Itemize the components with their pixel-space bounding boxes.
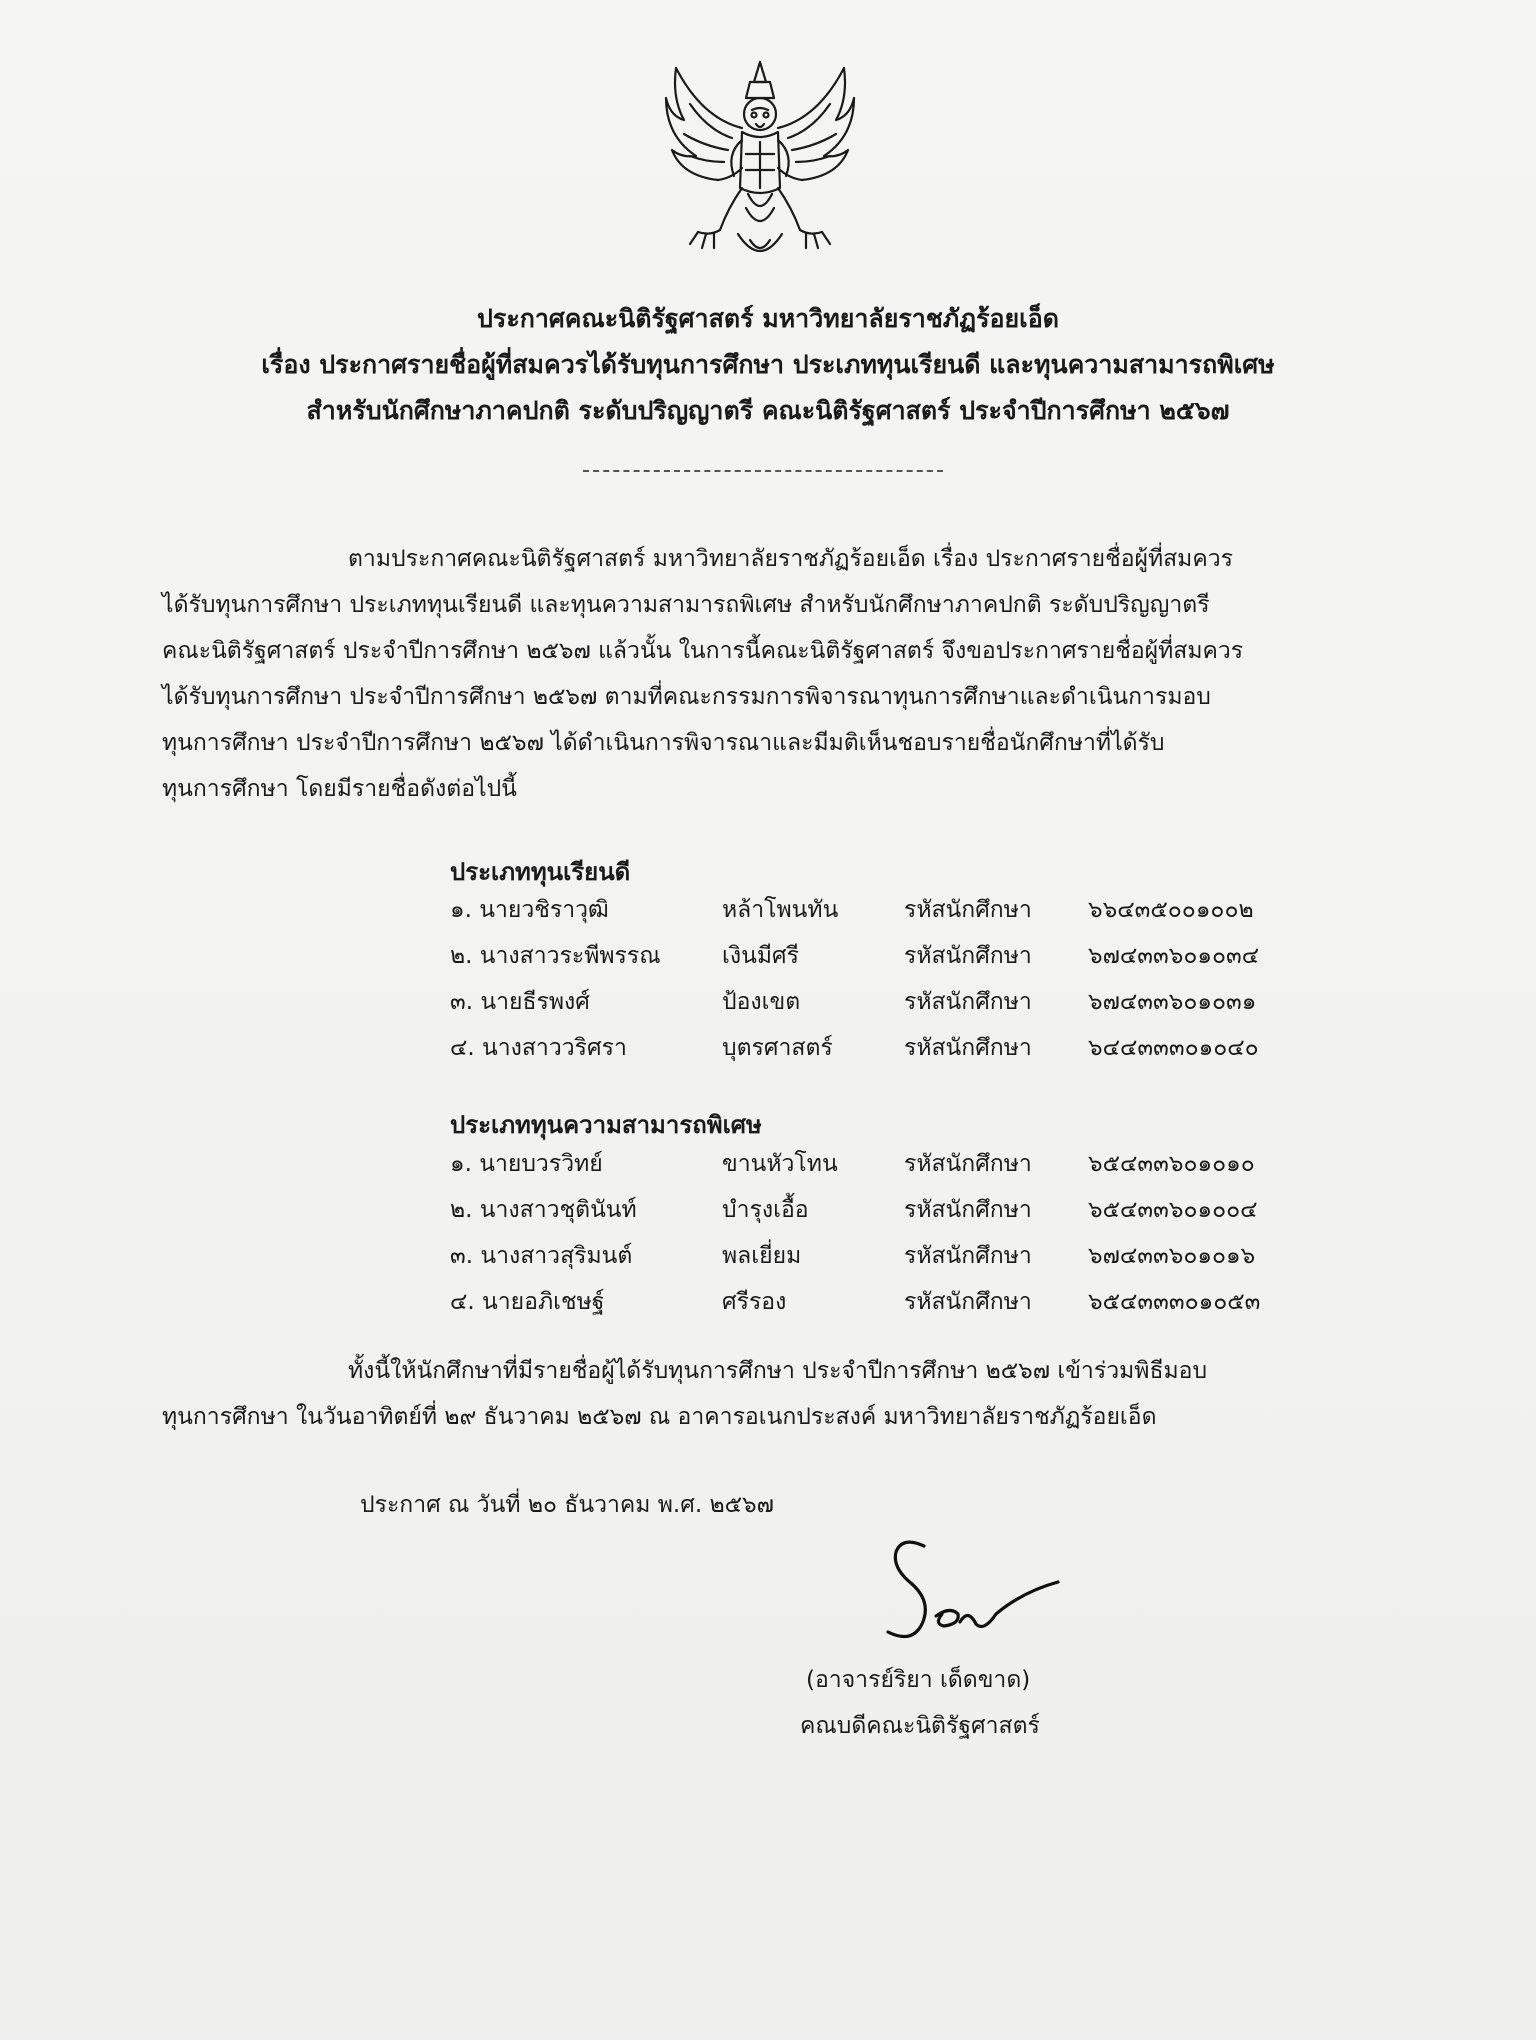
- student-surname: เงินมีศรี: [722, 943, 799, 969]
- paragraph-line: ทุนการศึกษา ประจำปีการศึกษา ๒๕๖๗ ได้ดำเนินการพิจารณาและมีมติเห็นชอบรายชื่อนักศึกษาที่ได้รับ: [162, 730, 1165, 756]
- student-id: ๖๗๔๓๓๖๐๑๐๑๖: [1088, 1243, 1256, 1269]
- student-surname: บุตรศาสตร์: [722, 1035, 833, 1061]
- student-id: ๖๕๔๓๓๖๐๑๐๐๔: [1088, 1197, 1258, 1223]
- student-name: ๑. นายวชิราวุฒิ: [450, 897, 609, 923]
- list-item: [450, 1146, 1310, 1190]
- student-surname: บำรุงเอื้อ: [722, 1197, 809, 1223]
- body-paragraph-intro: [162, 536, 1358, 812]
- announcement-subject-continued: สำหรับนักศึกษาภาคปกติ ระดับปริญญาตรี คณะนิติรัฐศาสตร์ ประจำปีการศึกษา ๒๕๖๗: [306, 396, 1230, 425]
- student-id-label: รหัสนักศึกษา: [904, 897, 1032, 923]
- student-id: ๖๔๔๓๓๓๐๑๐๔๐: [1088, 1035, 1259, 1061]
- list-item: [450, 1284, 1310, 1328]
- list-item: [450, 1030, 1310, 1074]
- student-id-label: รหัสนักศึกษา: [904, 1151, 1032, 1177]
- student-id-label: รหัสนักศึกษา: [904, 1243, 1032, 1269]
- paragraph-line: ได้รับทุนการศึกษา ประจำปีการศึกษา ๒๕๖๗ ตามที่คณะกรรมการพิจารณาทุนการศึกษาและดำเนินการมอบ: [162, 684, 1211, 710]
- list-item: [450, 1238, 1310, 1282]
- student-id-label: รหัสนักศึกษา: [904, 1289, 1032, 1315]
- student-name: ๔. นายอภิเชษฐ์: [450, 1289, 605, 1315]
- list-item: [450, 984, 1310, 1028]
- announcement-subject: เรื่อง ประกาศรายชื่อผู้ที่สมควรได้รับทุนการศึกษา ประเภททุนเรียนดี และทุนความสามารถพิเศษ: [261, 350, 1275, 379]
- student-surname: ขานหัวโทน: [722, 1151, 838, 1177]
- list-item: [450, 938, 1310, 982]
- divider: [583, 470, 943, 472]
- paragraph-line: ตามประกาศคณะนิติรัฐศาสตร์ มหาวิทยาลัยราชภัฏร้อยเอ็ด เรื่อง ประกาศรายชื่อผู้ที่สมควร: [348, 546, 1233, 572]
- student-id-label: รหัสนักศึกษา: [904, 989, 1032, 1015]
- paragraph-line: ทั้งนี้ให้นักศึกษาที่มีรายชื่อผู้ได้รับทุนการศึกษา ประจำปีการศึกษา ๒๕๖๗ เข้าร่วมพิธีมอบ: [348, 1358, 1208, 1384]
- section-title-academic-scholarship: ประเภททุนเรียนดี: [450, 858, 631, 886]
- student-name: ๓. นางสาวสุริมนต์: [450, 1243, 633, 1269]
- paragraph-line: ทุนการศึกษา ในวันอาทิตย์ที่ ๒๙ ธันวาคม ๒๕๖๗ ณ อาคารอเนกประสงค์ มหาวิทยาลัยราชภัฏร้อยเอ็ด: [162, 1404, 1157, 1430]
- student-id-label: รหัสนักศึกษา: [904, 1197, 1032, 1223]
- student-name: ๔. นางสาววริศรา: [450, 1035, 627, 1061]
- student-surname: ป้องเขต: [722, 989, 801, 1015]
- student-id-label: รหัสนักศึกษา: [904, 943, 1032, 969]
- signature-icon: [872, 1528, 1072, 1656]
- paragraph-line: ได้รับทุนการศึกษา ประเภททุนเรียนดี และทุนความสามารถพิเศษ สำหรับนักศึกษาภาคปกติ ระดับปริญญาตรี: [162, 592, 1210, 618]
- list-item: [450, 1192, 1310, 1236]
- signer-title: คณบดีคณะนิติรัฐศาสตร์: [800, 1713, 1040, 1739]
- paragraph-line: ทุนการศึกษา โดยมีรายชื่อดังต่อไปนี้: [162, 776, 517, 802]
- student-surname: หล้าโพนทัน: [722, 897, 839, 923]
- student-surname: ศรีรอง: [722, 1289, 787, 1315]
- student-id: ๖๕๔๓๓๓๐๑๐๕๓: [1088, 1289, 1261, 1315]
- student-name: ๒. นางสาวระพีพรรณ: [450, 943, 661, 969]
- announcement-title: ประกาศคณะนิติรัฐศาสตร์ มหาวิทยาลัยราชภัฏร้อยเอ็ด: [477, 304, 1059, 333]
- body-paragraph-ceremony: [162, 1348, 1358, 1440]
- student-surname: พลเยี่ยม: [722, 1243, 802, 1269]
- student-id: ๖๗๔๓๓๖๐๑๐๓๑: [1088, 989, 1257, 1015]
- garuda-emblem-icon: [662, 58, 858, 272]
- student-id-label: รหัสนักศึกษา: [904, 1035, 1032, 1061]
- announcement-date: ประกาศ ณ วันที่ ๒๐ ธันวาคม พ.ศ. ๒๕๖๗: [360, 1492, 774, 1518]
- student-name: ๓. นายธีรพงศ์: [450, 989, 590, 1015]
- student-id: ๖๖๔๓๕๐๐๑๐๐๒: [1088, 897, 1254, 923]
- student-name: ๒. นางสาวชุตินันท์: [450, 1197, 637, 1223]
- student-name: ๑. นายบวรวิทย์: [450, 1151, 603, 1177]
- paragraph-line: คณะนิติรัฐศาสตร์ ประจำปีการศึกษา ๒๕๖๗ แล้วนั้น ในการนี้คณะนิติรัฐศาสตร์ จึงขอประกาศรายชื่อผู้ที่สมควร: [162, 638, 1244, 664]
- student-id: ๖๕๔๓๓๖๐๑๐๑๐: [1088, 1151, 1255, 1177]
- student-id: ๖๗๔๓๓๖๐๑๐๓๔: [1088, 943, 1260, 969]
- section-title-special-talent-scholarship: ประเภททุนความสามารถพิเศษ: [450, 1111, 762, 1139]
- list-item: [450, 892, 1310, 936]
- signer-name: (อาจารย์ริยา เด็ดขาด): [806, 1667, 1031, 1693]
